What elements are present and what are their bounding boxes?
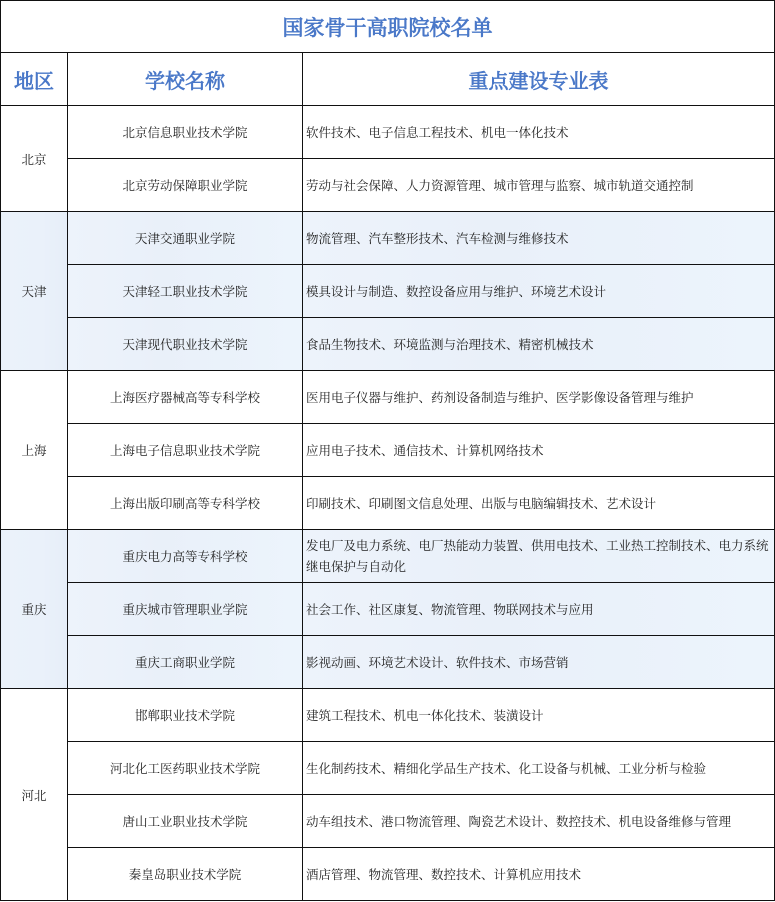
majors-cell: 发电厂及电力系统、电厂热能动力装置、供用电技术、工业热工控制技术、电力系统继电保护与自动化: [303, 530, 775, 583]
table-row: [1, 318, 775, 371]
header-region: 地区: [1, 53, 68, 106]
table-row: [1, 424, 775, 477]
school-name-cell: 天津轻工职业技术学院: [68, 265, 303, 318]
region-cell: 天津: [1, 212, 68, 371]
school-name-cell: 重庆工商职业学院: [68, 636, 303, 689]
school-name-cell: 上海医疗器械高等专科学校: [68, 371, 303, 424]
school-name-cell: 重庆电力高等专科学校: [68, 530, 303, 583]
school-name-cell: 秦皇岛职业技术学院: [68, 848, 303, 901]
school-name-cell: 上海出版印刷高等专科学校: [68, 477, 303, 530]
majors-cell: 生化制药技术、精细化学品生产技术、化工设备与机械、工业分析与检验: [303, 742, 775, 795]
majors-cell: 模具设计与制造、数控设备应用与维护、环境艺术设计: [303, 265, 775, 318]
majors-cell: 影视动画、环境艺术设计、软件技术、市场营销: [303, 636, 775, 689]
school-name-cell: 北京信息职业技术学院: [68, 106, 303, 159]
school-name-cell: 邯郸职业技术学院: [68, 689, 303, 742]
header-row: [1, 53, 775, 106]
majors-cell: 食品生物技术、环境监测与治理技术、精密机械技术: [303, 318, 775, 371]
school-name-cell: 唐山工业职业技术学院: [68, 795, 303, 848]
school-name-cell: 重庆城市管理职业学院: [68, 583, 303, 636]
majors-cell: 物流管理、汽车整形技术、汽车检测与维修技术: [303, 212, 775, 265]
majors-cell: 社会工作、社区康复、物流管理、物联网技术与应用: [303, 583, 775, 636]
header-school: 学校名称: [68, 53, 303, 106]
majors-cell: 建筑工程技术、机电一体化技术、装潢设计: [303, 689, 775, 742]
region-cell: 河北: [1, 689, 68, 901]
region-cell: 上海: [1, 371, 68, 530]
table-row: [1, 795, 775, 848]
table-row: [1, 530, 775, 583]
table-row: [1, 477, 775, 530]
table-title: 国家骨干高职院校名单: [1, 1, 775, 53]
majors-cell: 动车组技术、港口物流管理、陶瓷艺术设计、数控技术、机电设备维修与管理: [303, 795, 775, 848]
table-row: [1, 371, 775, 424]
table-row: [1, 583, 775, 636]
school-name-cell: 北京劳动保障职业学院: [68, 159, 303, 212]
majors-cell: 软件技术、电子信息工程技术、机电一体化技术: [303, 106, 775, 159]
table-row: [1, 212, 775, 265]
school-name-cell: 上海电子信息职业技术学院: [68, 424, 303, 477]
majors-cell: 酒店管理、物流管理、数控技术、计算机应用技术: [303, 848, 775, 901]
majors-cell: 印刷技术、印刷图文信息处理、出版与电脑编辑技术、艺术设计: [303, 477, 775, 530]
table-row: [1, 265, 775, 318]
table-row: [1, 106, 775, 159]
school-name-cell: 天津现代职业技术学院: [68, 318, 303, 371]
school-name-cell: 河北化工医药职业技术学院: [68, 742, 303, 795]
region-cell: 北京: [1, 106, 68, 212]
majors-cell: 医用电子仪器与维护、药剂设备制造与维护、医学影像设备管理与维护: [303, 371, 775, 424]
region-cell: 重庆: [1, 530, 68, 689]
school-name-cell: 天津交通职业学院: [68, 212, 303, 265]
table-row: [1, 636, 775, 689]
title-row: [1, 1, 775, 53]
majors-cell: 劳动与社会保障、人力资源管理、城市管理与监察、城市轨道交通控制: [303, 159, 775, 212]
header-majors: 重点建设专业表: [303, 53, 775, 106]
table-row: [1, 159, 775, 212]
table-row: [1, 742, 775, 795]
table-row: [1, 848, 775, 901]
table-row: [1, 689, 775, 742]
majors-cell: 应用电子技术、通信技术、计算机网络技术: [303, 424, 775, 477]
